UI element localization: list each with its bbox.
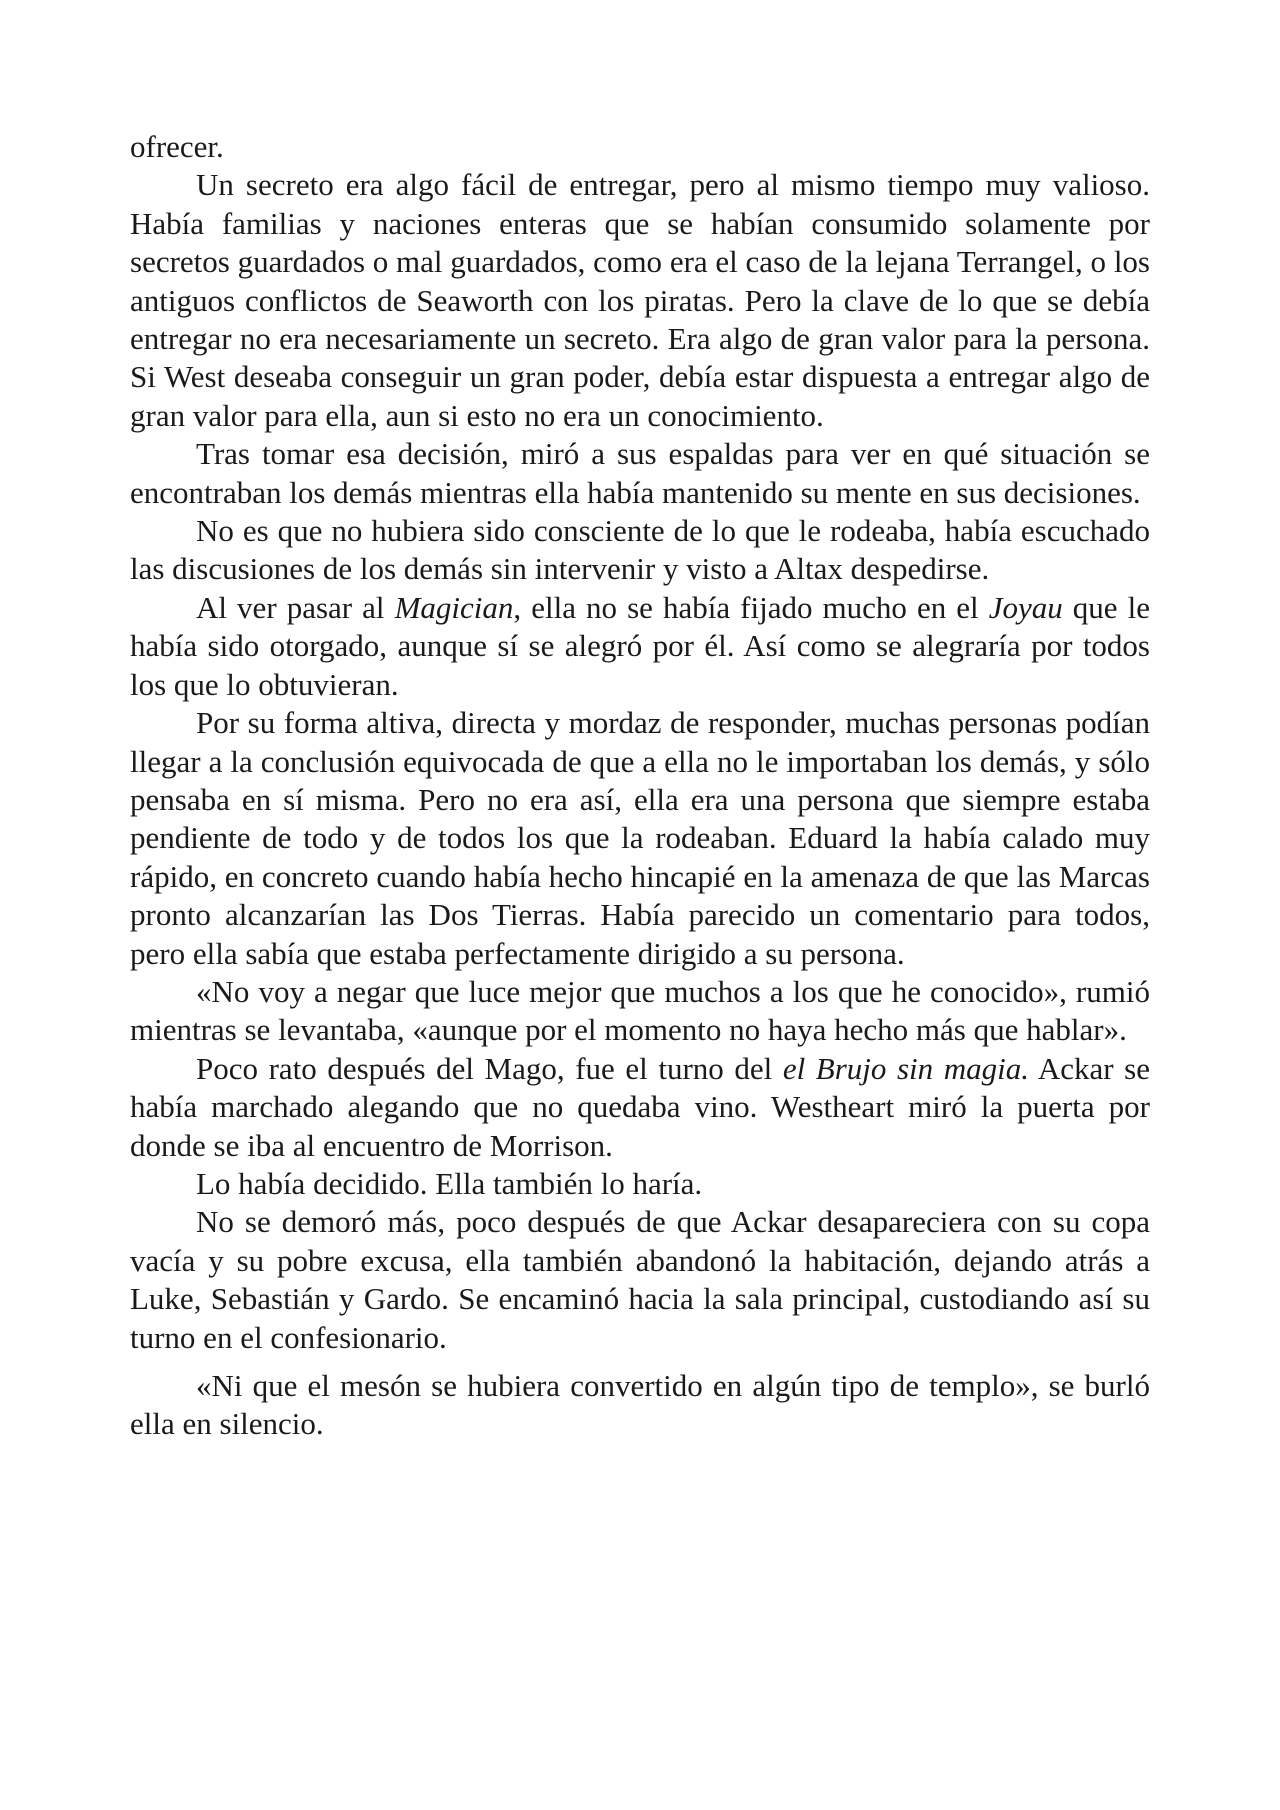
text-segment: Un secreto era algo fácil de entregar, pero al mismo tiempo muy valioso. Había familias y naciones enteras que se habían consumido solamente por secretos guardados o mal guardados, como era el caso de la lejana Terrangel, o los antiguos conflictos de Seaworth con los piratas. Pero la clave de lo que se debía entregar no era necesariamente un secreto. Era algo de gran valor para la persona. Si West deseaba conseguir un gran poder, debía estar dispuesta a entregar algo de gran valor para ella, aun si esto no era un conocimiento. (130, 167, 1150, 433)
paragraph (130, 1165, 1150, 1203)
text-segment: ofrecer. (130, 129, 224, 164)
paragraph (130, 1050, 1150, 1165)
text-segment: , ella no se había fijado mucho en el (513, 589, 989, 625)
italic-title: el Brujo sin magia. (782, 1050, 1029, 1086)
text-segment: que le había sido otorgado, aunque sí se alegró por él. Así como se alegraría por todos los que lo obtuvieran. (130, 589, 1150, 702)
text-segment: Por su forma altiva, directa y mordaz de responder, muchas personas podían llegar a la conclusión equivocada de que a ella no le importaban los demás, y sólo pensaba en sí misma. Pero no era así, ella era una persona que siempre estaba pendiente de todo y de todos los que la rodeaban. Eduard la había calado muy rápido, en concreto cuando había hecho hincapié en la amenaza de que las Marcas pronto alcanzarían las Dos Tierras. Había parecido un comentario para todos, pero ella sabía que estaba perfectamente dirigido a su persona. (130, 705, 1150, 971)
paragraph (130, 435, 1150, 512)
italic-title: Joyau (988, 589, 1063, 625)
paragraph (130, 1203, 1150, 1357)
page-body (130, 128, 1150, 1444)
paragraph (130, 512, 1150, 589)
paragraph (130, 704, 1150, 973)
text-segment: Al ver pasar al (196, 589, 395, 625)
text-segment: No se demoró más, poco después de que Ackar desapareciera con su copa vacía y su pobre excusa, ella también abandonó la habitación, dejando atrás a Luke, Sebastián y Gardo. Se encaminó hacia la sala principal, custodiando así su turno en el confesionario. (130, 1204, 1150, 1355)
paragraph (130, 589, 1150, 704)
text-segment: «No voy a negar que luce mejor que muchos a los que he conocido», rumió mientras se levantaba, «aunque por el momento no haya hecho más que hablar». (130, 973, 1150, 1048)
text-segment: Poco rato después del Mago, fue el turno del (196, 1050, 783, 1086)
paragraph (130, 166, 1150, 435)
text-segment: Ackar se había marchado alegando que no quedaba vino. Westheart miró la puerta por donde se iba al encuentro de Morrison. (130, 1050, 1150, 1163)
text-segment: No es que no hubiera sido consciente de lo que le rodeaba, había escuchado las discusiones de los demás sin intervenir y visto a Altax despedirse. (130, 513, 1150, 587)
text-segment: «Ni que el mesón se hubiera convertido en algún tipo de templo», se burló ella en silencio. (130, 1368, 1150, 1442)
italic-title: Magician (394, 589, 514, 625)
paragraph (130, 128, 1150, 166)
paragraph (130, 973, 1150, 1050)
text-segment: Tras tomar esa decisión, miró a sus espaldas para ver en qué situación se encontraban los demás mientras ella había mantenido su mente en sus decisiones. (130, 436, 1150, 510)
paragraph (130, 1367, 1150, 1444)
text-segment: Lo había decidido. Ella también lo haría. (196, 1165, 703, 1201)
